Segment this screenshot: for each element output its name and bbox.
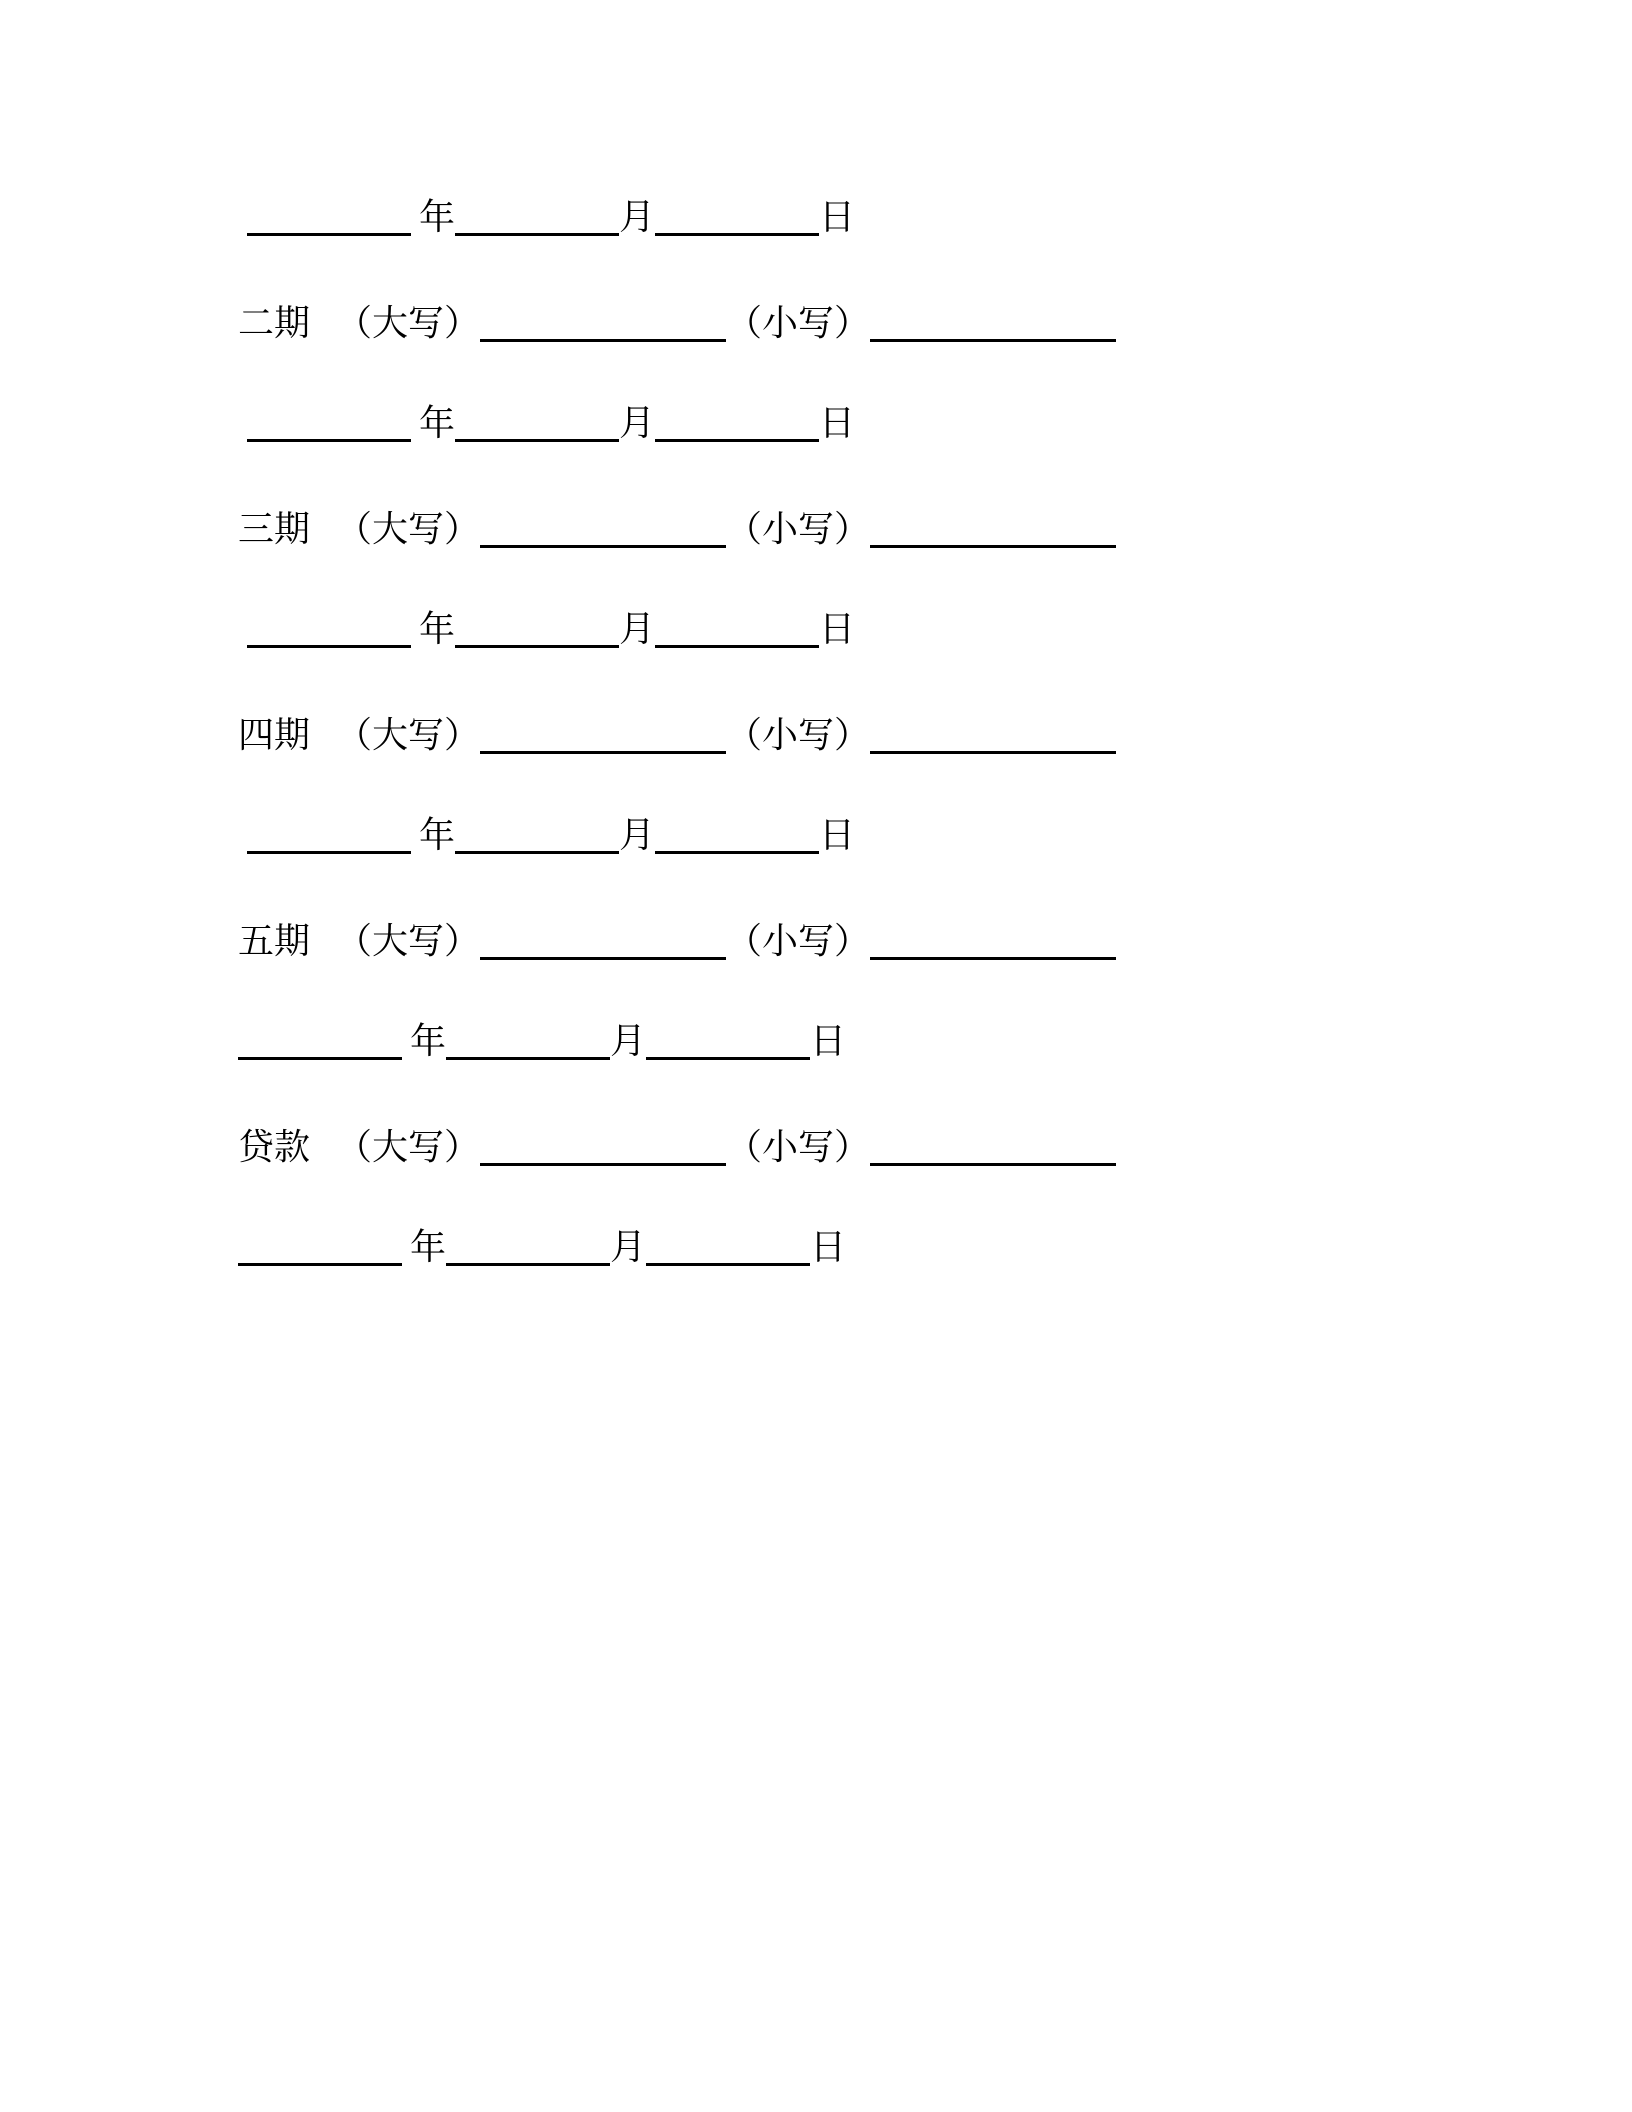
month-label: 月 [610, 1227, 647, 1268]
day-blank [655, 845, 819, 854]
month-blank [446, 1051, 610, 1060]
day-blank [646, 1257, 810, 1266]
upper-case-label: （大写） [336, 715, 481, 756]
year-blank [238, 1051, 402, 1060]
month-label: 月 [619, 403, 656, 444]
year-blank [247, 845, 411, 854]
lower-case-label: （小写） [726, 509, 871, 550]
year-label: 年 [419, 197, 456, 238]
period-label: 四期 [238, 715, 311, 756]
day-label: 日 [810, 1021, 847, 1062]
day-blank [655, 227, 819, 236]
month-label: 月 [619, 197, 656, 238]
amount-line [238, 504, 1116, 556]
year-label: 年 [419, 403, 456, 444]
month-blank [455, 845, 619, 854]
lower-amount-blank [870, 745, 1116, 754]
date-line [238, 1016, 846, 1068]
upper-case-label: （大写） [336, 509, 481, 550]
lower-case-label: （小写） [726, 1127, 871, 1168]
amount-line [238, 916, 1116, 968]
year-label: 年 [419, 609, 456, 650]
day-label: 日 [819, 815, 856, 856]
day-blank [655, 639, 819, 648]
year-blank [247, 639, 411, 648]
lower-amount-blank [870, 539, 1116, 548]
day-label: 日 [819, 609, 856, 650]
lower-amount-blank [870, 333, 1116, 342]
month-blank [446, 1257, 610, 1266]
year-blank [247, 227, 411, 236]
date-line [247, 604, 855, 656]
amount-line [238, 298, 1116, 350]
period-label: 三期 [238, 509, 311, 550]
lower-amount-blank [870, 1157, 1116, 1166]
lower-case-label: （小写） [726, 715, 871, 756]
date-line [247, 398, 855, 450]
year-label: 年 [410, 1227, 447, 1268]
month-blank [455, 227, 619, 236]
date-line [247, 810, 855, 862]
year-blank [247, 433, 411, 442]
lower-case-label: （小写） [726, 921, 871, 962]
year-label: 年 [419, 815, 456, 856]
upper-case-label: （大写） [336, 921, 481, 962]
month-label: 月 [619, 815, 656, 856]
lower-amount-blank [870, 951, 1116, 960]
lower-case-label: （小写） [726, 303, 871, 344]
amount-line [238, 1122, 1116, 1174]
date-line [238, 1222, 846, 1274]
day-label: 日 [819, 197, 856, 238]
upper-amount-blank [480, 539, 726, 548]
day-label: 日 [819, 403, 856, 444]
upper-amount-blank [480, 333, 726, 342]
upper-case-label: （大写） [336, 1127, 481, 1168]
month-label: 月 [610, 1021, 647, 1062]
upper-amount-blank [480, 745, 726, 754]
period-label: 贷款 [238, 1127, 311, 1168]
month-label: 月 [619, 609, 656, 650]
period-label: 二期 [238, 303, 311, 344]
upper-amount-blank [480, 951, 726, 960]
date-line [247, 192, 855, 244]
day-label: 日 [810, 1227, 847, 1268]
period-label: 五期 [238, 921, 311, 962]
day-blank [655, 433, 819, 442]
day-blank [646, 1051, 810, 1060]
month-blank [455, 639, 619, 648]
year-label: 年 [410, 1021, 447, 1062]
month-blank [455, 433, 619, 442]
amount-line [238, 710, 1116, 762]
upper-amount-blank [480, 1157, 726, 1166]
year-blank [238, 1257, 402, 1266]
upper-case-label: （大写） [336, 303, 481, 344]
